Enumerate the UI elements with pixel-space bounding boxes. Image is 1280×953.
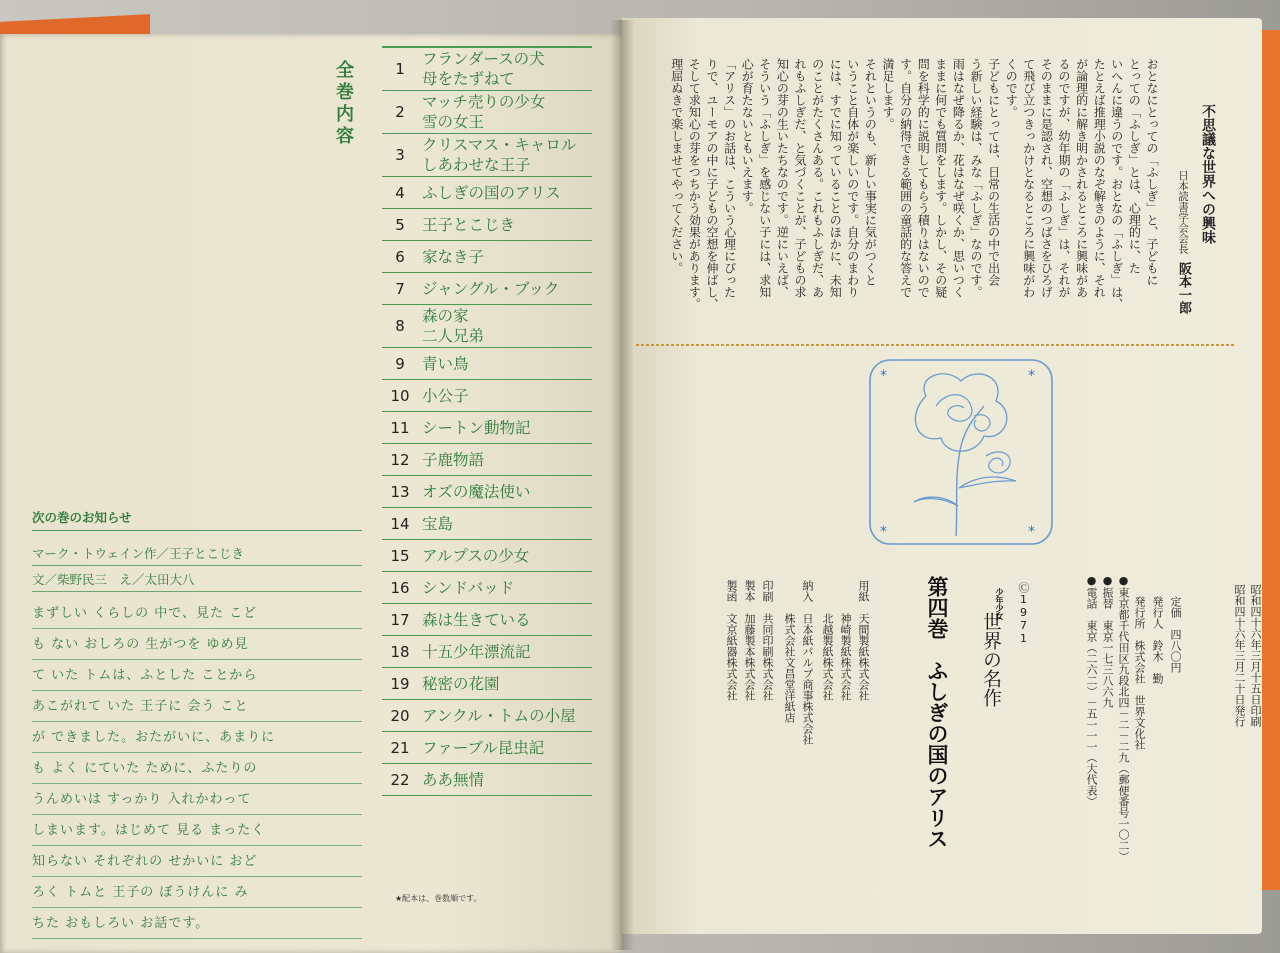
toc-title-line: フランダースの犬	[422, 50, 545, 68]
toc-row	[382, 572, 592, 604]
toc-number: 2	[395, 103, 405, 121]
toc-note: ★配本は、巻数順です。	[395, 894, 482, 903]
colophon-line: 製函 文京紙器株式会社	[725, 580, 738, 701]
toc-row	[382, 134, 592, 177]
toc-number: 3	[395, 146, 405, 164]
toc-number: 14	[390, 514, 410, 533]
toc-title-line: シンドバッド	[422, 578, 515, 597]
essay-column: いうこと自体が楽しいのです。自分のまわり	[845, 58, 860, 298]
essay-column: とっての「ふしぎ」とは、心理的に、た	[1127, 58, 1142, 274]
toc-row	[382, 209, 592, 241]
toc-row	[382, 380, 592, 412]
toc-number: 5	[395, 215, 405, 234]
colophon-line: ●振替 東京一七三八六九	[1101, 574, 1114, 708]
essay-author	[1174, 170, 1193, 314]
toc-number: 10	[390, 386, 410, 405]
essay-column: が論理的に解き明かされるところに興味があ	[1074, 58, 1089, 298]
colophon-line: 納入 日本紙パルプ商事株式会社	[801, 580, 814, 745]
essay-column: 雨はなぜ降るか、花はなぜ咲くか、思いつく	[951, 58, 966, 298]
essay-column: くのです。	[1004, 58, 1019, 118]
story-line: ろく トムと 王子の ぼうけんに み	[32, 877, 362, 908]
toc-title-line: ふしぎの国のアリス	[422, 183, 561, 202]
toc-title	[418, 736, 592, 760]
toc-number: 4	[395, 183, 405, 202]
toc-row	[382, 305, 592, 348]
essay-column: 満足します。	[881, 58, 895, 130]
essay-column: て飛び立つきっかけとなるところに興味がわ	[1021, 58, 1036, 298]
toc-title-line: 青い鳥	[422, 354, 469, 373]
toc-number: 1	[395, 60, 405, 78]
toc-title-line: アンクル・トムの小屋	[422, 706, 576, 725]
essay-column: 心が育たないともいえます。	[740, 58, 755, 214]
toc-title-line: ジャングル・ブック	[422, 279, 560, 298]
toc-title-line: 小公子	[422, 386, 469, 405]
essay-column: す。自分の納得できる範囲の童話的な答えで	[898, 58, 913, 298]
essay-column: には、すでに知っていることのほかに、未知	[828, 58, 843, 298]
colophon-line: 発行人 鈴木 勤	[1151, 596, 1164, 684]
essay-column: のことがたくさんある。これもふしぎだ、あ	[810, 58, 825, 298]
colophon-line: 発行所 株式会社 世界文化社	[1133, 596, 1146, 750]
colophon-line: 北越製紙株式会社	[821, 580, 834, 701]
toc-title	[418, 768, 592, 792]
essay-author-name: 阪本一郎	[1176, 262, 1191, 314]
toc-row	[382, 91, 592, 134]
next-volume-heading: 次の巻のお知らせ	[32, 508, 362, 531]
story-line: うんめいは すっかり 入れかわって	[32, 784, 362, 815]
essay-column: りで、ユーモアの中に子どもの空想を伸ばし、	[705, 58, 719, 310]
toc-title	[418, 213, 592, 237]
svg-text:*: *	[880, 368, 887, 384]
toc-row	[382, 273, 592, 305]
essay-column: おとなにとっての「ふしぎ」と、子どもに	[1145, 58, 1159, 286]
essay-column: 「アリス」のお話は、こういう心理にぴった	[722, 58, 737, 298]
toc-title-line: クリスマス・キャロル	[422, 136, 577, 154]
story-line: ちた おもしろい お話です。	[32, 908, 362, 939]
toc-row	[382, 177, 592, 209]
toc-title	[418, 384, 592, 408]
toc-number: 16	[390, 578, 410, 597]
toc-title-line: 二人兄弟	[422, 327, 485, 345]
toc-title-line: アルプスの少女	[422, 546, 530, 565]
svg-text:*: *	[880, 524, 887, 540]
essay-column: 子どもにとっては、日常の生活の中で出会	[986, 58, 1001, 286]
series-small-label: 少年少女	[995, 588, 1004, 620]
toc-number: 19	[390, 674, 410, 693]
svg-text:*: *	[1028, 524, 1035, 540]
toc-row	[382, 348, 592, 380]
toc-title-line: 宝島	[422, 514, 454, 533]
essay-column: それというのも、新しい事実に気がつくと	[863, 58, 878, 286]
flower-illustration	[866, 356, 1056, 548]
toc-title-line: ファーブル昆虫記	[422, 738, 545, 757]
toc-title-line: 雪の女王	[422, 113, 485, 131]
essay-column: 知心の芽の生いたちなのです。逆にいえば、	[775, 58, 790, 298]
toc-number: 20	[390, 706, 410, 725]
gold-divider	[636, 344, 1236, 346]
toc-row	[382, 636, 592, 668]
colophon-line: ●電話 東京（二六二）－五一一一（大代表）	[1085, 574, 1098, 807]
toc-row	[382, 241, 592, 273]
toc-number: 21	[390, 738, 410, 757]
essay-column: るのですが、幼年期の「ふしぎ」は、それが	[1057, 58, 1071, 298]
toc-row	[382, 508, 592, 540]
next-volume-book: マーク・トウェイン作／王子とこじき	[32, 544, 362, 566]
toc-row	[382, 732, 592, 764]
colophon-line: 定価 四八〇円	[1169, 596, 1182, 673]
toc-title	[418, 245, 592, 269]
colophon-line: 昭和四十六年三月十五日印刷	[1249, 584, 1262, 727]
toc-row	[382, 668, 592, 700]
book-gutter	[610, 20, 634, 950]
essay-column: ままに何でも質問をします。しかし、その疑	[933, 58, 948, 298]
essay-column: そして求知心の芽をつちかう効果があります。	[687, 58, 702, 310]
toc-title-line: マッチ売りの少女	[422, 93, 546, 111]
essay-author-role: 日本読書学会会長	[1177, 170, 1189, 254]
toc-title	[418, 304, 592, 348]
story-line: も よく にていた ために、ふたりの	[32, 753, 362, 784]
toc-title	[418, 47, 592, 91]
story-line: て いた トムは、ふとした ことから	[32, 660, 362, 691]
toc-number: 8	[395, 317, 405, 335]
toc-number: 6	[395, 247, 405, 266]
toc-row	[382, 476, 592, 508]
copyright: Ⓒ1971	[1017, 582, 1030, 645]
toc-number: 9	[395, 354, 405, 373]
toc-title-line: 母をたずねて	[422, 70, 515, 88]
colophon-line: 株式会社文昌堂洋紙店	[783, 580, 796, 723]
essay-column: う新しい経験は、みな「ふしぎ」なのです。	[969, 58, 983, 298]
toc-title	[418, 416, 592, 440]
toc-title-line: オズの魔法使い	[422, 482, 531, 501]
volume-title: 第四巻 ふしぎの国のアリス	[925, 576, 949, 849]
toc-row	[382, 46, 592, 91]
toc-number: 18	[390, 642, 410, 661]
toc-title	[418, 704, 592, 728]
toc-number: 17	[390, 610, 410, 629]
svg-text:*: *	[1028, 368, 1035, 384]
toc-title-line: 王子とこじき	[422, 215, 516, 234]
toc-title	[418, 576, 592, 600]
toc-title-line: 秘密の花園	[422, 674, 500, 693]
toc-table	[382, 46, 592, 796]
series-title: 世界の名作	[980, 612, 1002, 707]
toc-title	[418, 480, 592, 504]
story-line: あこがれて いた 王子に 会う こと	[32, 691, 362, 722]
toc-row	[382, 444, 592, 476]
toc-number: 22	[390, 770, 410, 789]
toc-row	[382, 764, 592, 796]
toc-row	[382, 412, 592, 444]
toc-number: 11	[390, 418, 410, 437]
toc-number: 7	[395, 279, 405, 298]
toc-title	[418, 608, 592, 632]
essay-column: そういう「ふしぎ」を感じない子には、求知	[757, 58, 772, 298]
colophon-line: 神崎製紙株式会社	[839, 580, 852, 701]
toc-title	[418, 352, 592, 376]
toc-title-line: 森は生きている	[422, 610, 531, 629]
toc-title	[418, 90, 592, 134]
toc-title-line: 家なき子	[422, 247, 485, 266]
next-volume-story	[32, 598, 362, 939]
essay-column: 問を科学的に説明してもらう積りはないので	[916, 58, 931, 298]
colophon-line: 印刷 共同印刷株式会社	[761, 580, 774, 701]
toc-row	[382, 540, 592, 572]
toc-title	[418, 640, 592, 664]
essay-column: そのままに是認され、空想のつばさをひろげ	[1039, 58, 1054, 298]
essay-column: 理屈ぬきで楽しませてやってください。	[669, 58, 684, 274]
toc-title	[418, 672, 592, 696]
essay-column: いへんに違うのです。おとなの「ふしぎ」は、	[1109, 58, 1124, 310]
colophon-line: 昭和四十六年三月二十日発行	[1233, 584, 1246, 727]
toc-title-line: 子鹿物語	[422, 450, 485, 469]
toc-title-line: 十五少年漂流記	[422, 642, 531, 661]
essay-column: たとえば推理小説のなぞ解きのように、それ	[1092, 58, 1107, 298]
next-volume-credits: 文／柴野民三 え／太田大八	[32, 570, 362, 592]
story-line: も ない おしろの 生がつを ゆめ見	[32, 629, 362, 660]
toc-number: 15	[390, 546, 410, 565]
essay-column: れもふしぎだ、と気づくことが、子どもの求	[793, 58, 807, 298]
toc-title-line: しあわせな王子	[422, 156, 531, 174]
toc-title	[418, 277, 592, 301]
toc-title	[418, 181, 592, 205]
colophon-line: 製本 加藤製本株式会社	[743, 580, 756, 701]
toc-title-line: シートン動物記	[422, 418, 531, 437]
colophon-line: 用紙 天間製紙株式会社	[857, 580, 870, 701]
story-line: 知らない それぞれの せかいに おど	[32, 846, 362, 877]
toc-title	[418, 544, 592, 568]
toc-title-line: 森の家	[422, 307, 469, 325]
story-line: まずしい くらしの 中で、見た こど	[32, 598, 362, 629]
essay-title: 不思議な世界への興味	[1200, 104, 1216, 244]
toc-title-line: ああ無情	[422, 770, 485, 789]
toc-heading: 全巻内容	[333, 60, 354, 148]
story-line: しまいます。はじめて 見る まったく	[32, 815, 362, 846]
colophon-line: ●東京都千代田区九段北四－二－二九（郵便番号一〇二）	[1117, 574, 1130, 862]
toc-number: 13	[390, 482, 410, 501]
toc-number: 12	[390, 450, 410, 469]
toc-title	[418, 448, 592, 472]
toc-title	[418, 512, 592, 536]
toc-title	[418, 133, 592, 177]
toc-row	[382, 700, 592, 732]
story-line: が できました。おたがいに、あまりに	[32, 722, 362, 753]
toc-row	[382, 604, 592, 636]
